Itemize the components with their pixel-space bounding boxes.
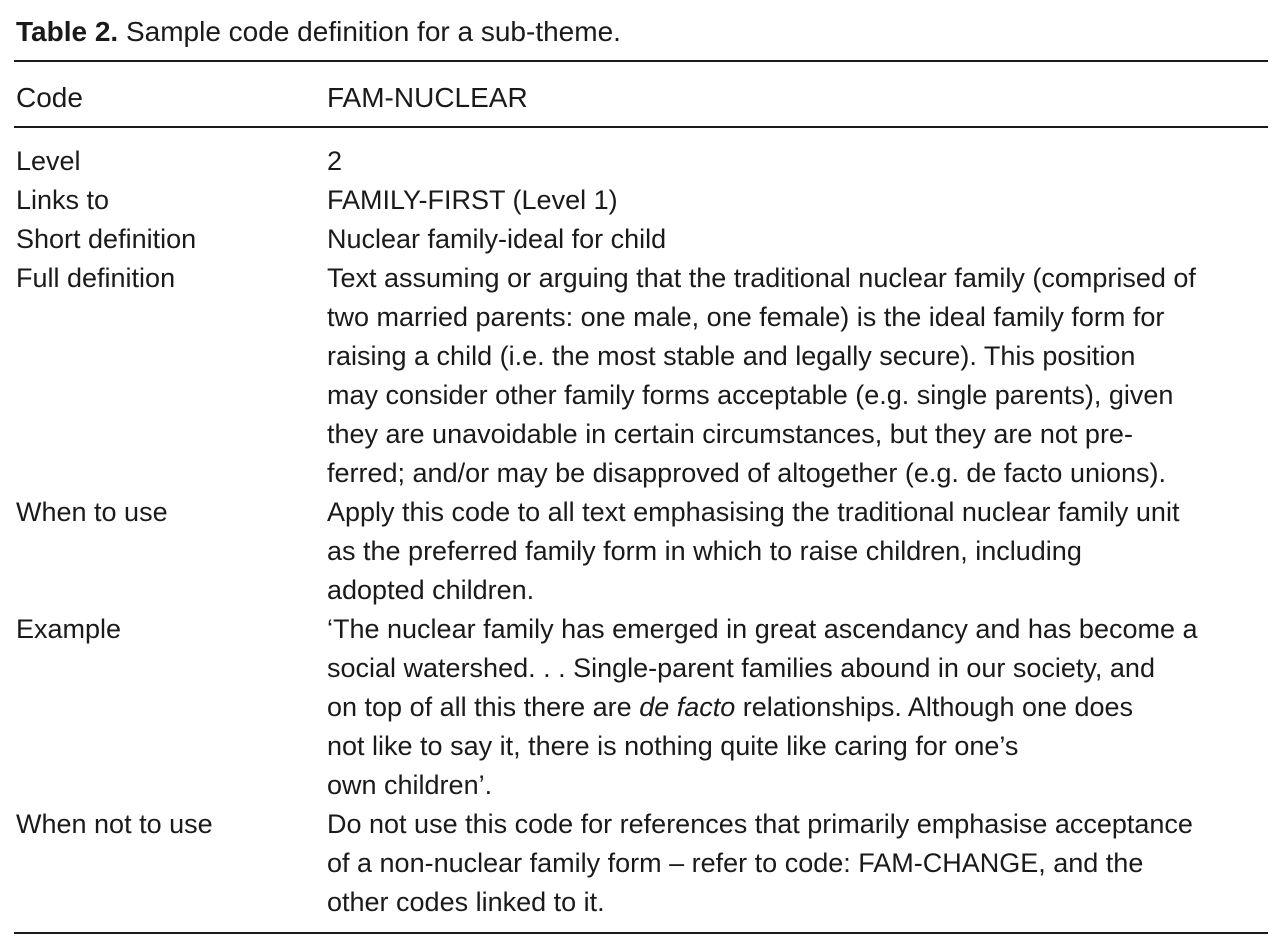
table-title: Sample code definition for a sub-theme.	[125, 16, 621, 47]
row-label: Short definition	[16, 224, 197, 254]
table-body	[0, 142, 1282, 922]
value-line: may consider other family forms acceptable (e.g. single parents), given	[327, 380, 1174, 410]
bottom-rule	[14, 932, 1268, 934]
value-line: two married parents: one male, one female) is the ideal family form for	[327, 302, 1165, 332]
value-line: other codes linked to it.	[327, 887, 605, 917]
value-line: adopted children.	[327, 575, 535, 605]
value-line: social watershed. . . Single-parent families abound in our society, and	[327, 653, 1155, 683]
value-line: Nuclear family-ideal for child	[327, 224, 667, 254]
row-value	[327, 220, 1267, 259]
header-rule	[14, 126, 1268, 128]
italic-term: de facto	[639, 692, 736, 722]
value-line: ‘The nuclear family has emerged in great ascendancy and has become a	[327, 614, 1198, 644]
value-line: of a non-nuclear family form – refer to code: FAM-CHANGE, and the	[327, 848, 1144, 878]
value-line: 2	[327, 146, 343, 176]
row-value	[327, 610, 1267, 805]
value-line: they are unavoidable in certain circumstances, but they are not pre-	[327, 419, 1133, 449]
row-links-to	[0, 181, 1282, 220]
row-label: When not to use	[16, 809, 213, 839]
value-line	[327, 688, 1267, 727]
top-rule	[14, 60, 1268, 62]
value-line: raising a child (i.e. the most stable and legally secure). This position	[327, 341, 1136, 371]
row-when-to-use	[0, 493, 1282, 610]
header-code-value: FAM-NUCLEAR	[327, 82, 528, 113]
table-header-row	[0, 76, 1282, 120]
value-text: on top of all this there are	[327, 692, 640, 722]
row-label: Links to	[16, 185, 110, 215]
row-label: Level	[16, 146, 81, 176]
value-text: relationships. Although one does	[735, 692, 1134, 722]
row-value	[327, 259, 1267, 493]
value-line: as the preferred family form in which to raise children, including	[327, 536, 1082, 566]
table-caption	[16, 12, 621, 52]
row-label: When to use	[16, 497, 168, 527]
value-line: ferred; and/or may be disapproved of altogether (e.g. de facto unions).	[327, 458, 1167, 488]
row-level	[0, 142, 1282, 181]
row-short-definition	[0, 220, 1282, 259]
row-when-not-to-use	[0, 805, 1282, 922]
row-label: Example	[16, 614, 122, 644]
row-value	[327, 142, 1267, 181]
value-line: not like to say it, there is nothing quite like caring for one’s	[327, 731, 1019, 761]
value-line: Text assuming or arguing that the traditional nuclear family (comprised of	[327, 263, 1196, 293]
row-full-definition	[0, 259, 1282, 493]
row-label: Full definition	[16, 263, 176, 293]
row-value	[327, 181, 1267, 220]
value-line: Apply this code to all text emphasising the traditional nuclear family unit	[327, 497, 1180, 527]
value-line: own children’.	[327, 770, 493, 800]
row-value	[327, 493, 1267, 610]
table-number: Table 2.	[16, 16, 119, 47]
value-line: FAMILY-FIRST (Level 1)	[327, 185, 618, 215]
header-code-label: Code	[16, 82, 83, 113]
row-example	[0, 610, 1282, 805]
row-value	[327, 805, 1267, 922]
value-line: Do not use this code for references that primarily emphasise acceptance	[327, 809, 1193, 839]
